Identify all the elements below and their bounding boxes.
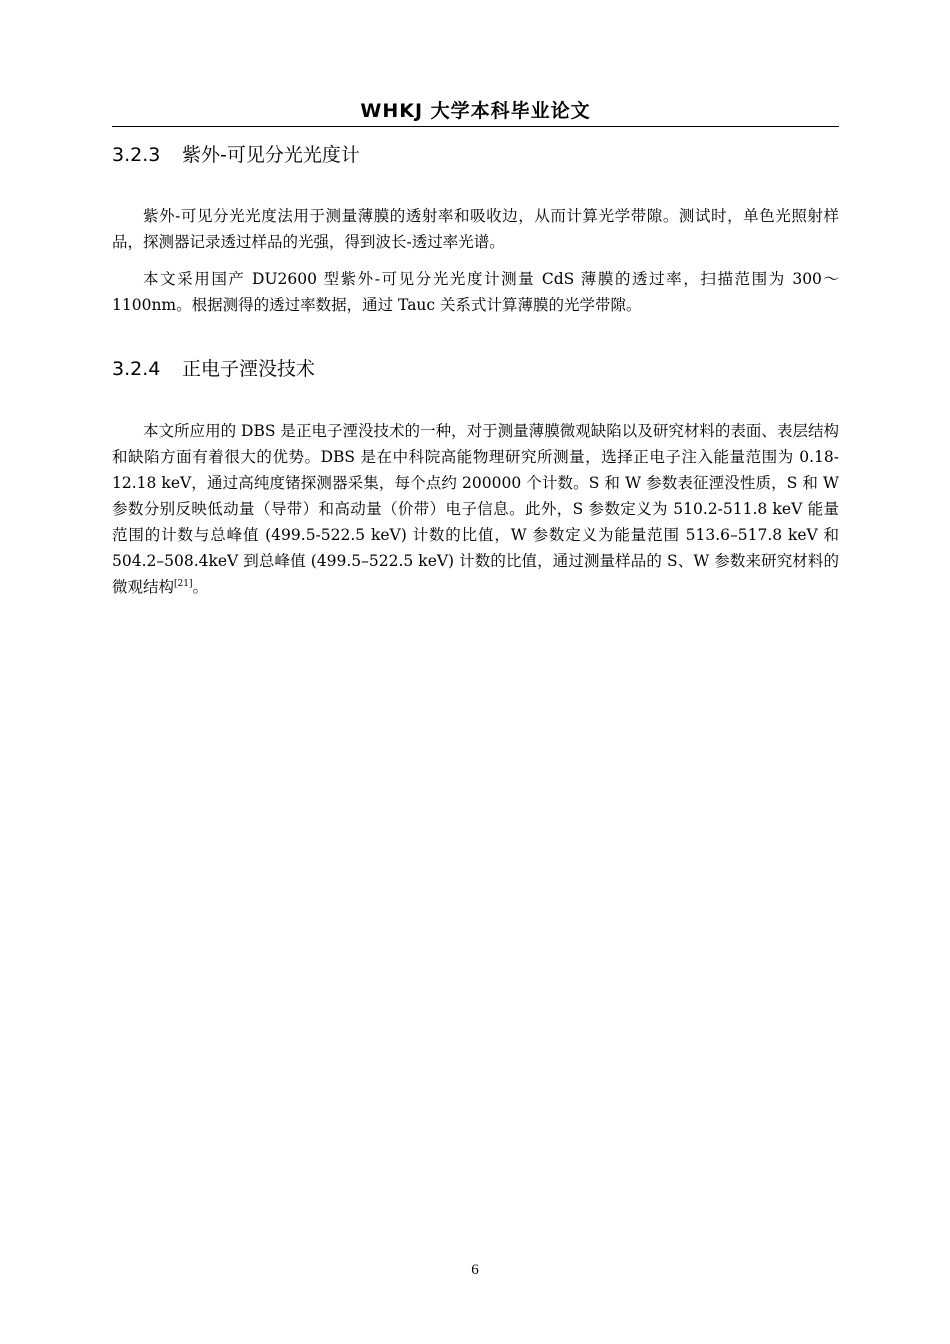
section-number: 3.2.3 bbox=[112, 144, 161, 166]
section-heading-3-2-3 bbox=[112, 142, 839, 168]
section-title: 紫外-可见分光光度计 bbox=[182, 144, 360, 166]
section-title: 正电子湮没技术 bbox=[182, 358, 316, 380]
paragraph bbox=[112, 418, 839, 600]
section-heading-3-2-4 bbox=[112, 356, 839, 382]
paragraph-end: 。 bbox=[192, 578, 209, 596]
section-number: 3.2.4 bbox=[112, 358, 161, 380]
paragraph: 紫外-可见分光光度法用于测量薄膜的透射率和吸收边，从而计算光学带隙。测试时，单色光照射样品，探测器记录透过样品的光强，得到波长-透过率光谱。 bbox=[112, 207, 839, 251]
page-number: 6 bbox=[471, 1262, 479, 1278]
paragraph: 本文采用国产 DU2600 型紫外-可见分光光度计测量 CdS 薄膜的透过率，扫描范围为 300～1100nm。根据测得的透过率数据，通过 Tauc 关系式计算薄膜的光学带隙。 bbox=[112, 270, 839, 314]
page-header: WHKJ 大学本科毕业论文 bbox=[112, 98, 839, 127]
citation: [21] bbox=[174, 578, 193, 589]
paragraph-text: 本文所应用的 DBS 是正电子湮没技术的一种，对于测量薄膜微观缺陷以及研究材料的表面、表层结构和缺陷方面有着很大的优势。DBS 是在中科院高能物理研究所测量，选择正电子注入能量范围为 0.18-12.18 keV，通过高纯度锗探测器采集，每个点约 200000 个计数。S 和 W 参数表征湮没性质，S 和 W 参数分别反映低动量（导带）和高动量（价带）电子信息。此外，S 参数定义为 510.2-511.8 keV 能量范围的计数与总峰值 (499.5-522.5 keV) 计数的比值，W 参数定义为能量范围 513.6–517.8 keV 和 504.2–508.4keV 到总峰值 (499.5–522.5 keV) 计数的比值，通过测量样品的 S、W 参数来研究材料的微观结构 bbox=[112, 422, 839, 596]
